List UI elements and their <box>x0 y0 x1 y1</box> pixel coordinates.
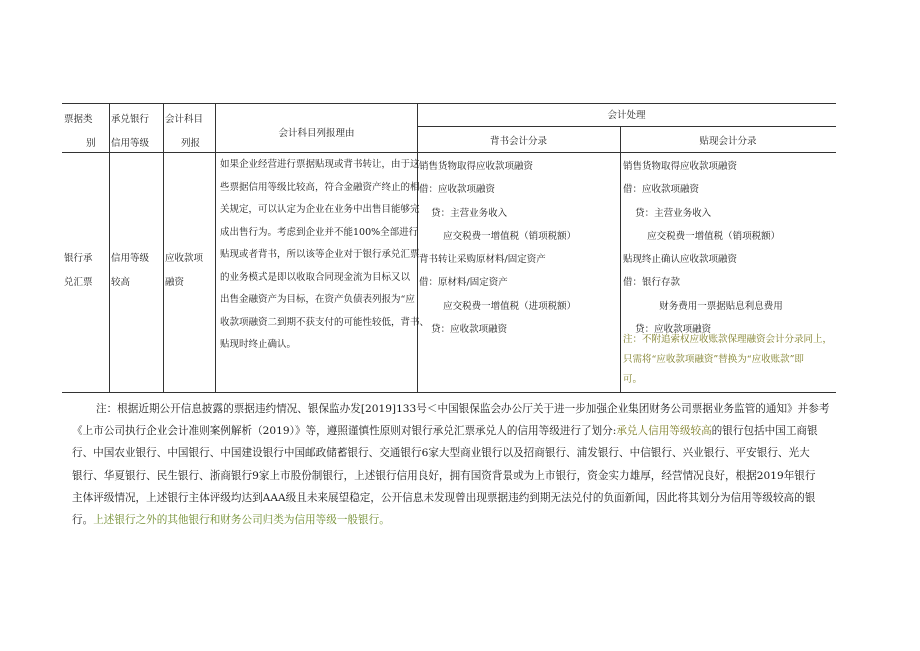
cell-subject: 应收款项 融资 <box>165 253 204 288</box>
col-divider-5 <box>620 126 621 392</box>
note-line-5: 主体评级情况，上述银行主体评级均达到AAA级且未来展望稳定，公开信息未发现曾出现票据违约到期无法兑付的负面新闻，因此将其划分为信用等级较高的银 <box>72 491 816 504</box>
header-accounting-treatment: 会计处理 <box>607 110 646 121</box>
cell-endorse-entries: 销售货物取得应收款项融资 借：应收款项融资 贷：主营业务收入 应交税费一增值税（销项税额） 背书转让采购原材料/固定资产 借：原材料/固定资产 应交税费一增值税（进项税额） 贷：应收款项融资 <box>419 161 577 336</box>
note-line-4: 银行、华夏银行、民生银行、浙商银行9家上市股份制银行，上述银行信用良好，拥有国资背景或为上市银行，资金实力雄厚，经营情况良好，根据2019年银行 <box>72 469 816 482</box>
cell-reason: 如果企业经营进行票据贴现或背书转让，由于这 些票据信用等级比较高，符合金融资产终止的相 关规定，可以认定为企业在业务中出售目能够完 成出售行为。考虑到企业并不能100%全部进行 贴现或者背书，所以该等企业对于银行承兑汇票 的业务模式是即以收取合同现金流为目标又以 出售金融资产为目标，在资产负债表列报为“应 收款项融资二到期不获支付的可能性较低，背书、 贴现时终止确认。 <box>220 159 430 350</box>
discount-note: 注：不附追索权应收账款保理融资会计分录同上， 只需将“应收款项融资”替换为“应收账款”即 可。 <box>623 334 833 385</box>
group-subheader-rule <box>417 126 836 127</box>
note-line-6: 行。上述银行之外的其他银行和财务公司归类为信用等级一般银行。 <box>72 513 390 526</box>
note-line-1: 注：根据近期公开信息披露的票据违约情况、银保监办发[2019]133号＜中国银保监会办公厅关于进一步加强企业集团财务公司票据业务监管的通知》并参考 <box>96 403 830 415</box>
header-endorse-entries: 背书会计分录 <box>489 136 547 147</box>
header-bill-type: 票据类 别 <box>64 114 96 149</box>
col-divider-3 <box>215 103 216 392</box>
col-divider-1 <box>109 103 110 392</box>
table-bottom-rule <box>62 392 836 393</box>
highlight-general-banks: 上述银行之外的其他银行和财务公司归类为信用等级一般银行。 <box>93 513 390 526</box>
col-divider-2 <box>163 103 164 392</box>
footnote-paragraph <box>72 398 842 531</box>
cell-rating: 信用等级 较高 <box>111 253 150 288</box>
cell-bill-type: 银行承 兑汇票 <box>64 253 93 288</box>
header-acceptor-rating: 承兑银行 信用等级 <box>111 114 150 149</box>
header-presentation-reason: 会计科目列报理由 <box>278 128 355 139</box>
note-line-3: 行、中国农业银行、中国银行、中国建设银行中国邮政储蓄银行、交通银行6家大型商业银行以及招商银行、浦发银行、中信银行、兴业银行、平安银行、光大 <box>72 447 810 460</box>
header-discount-entries: 贴现会计分录 <box>699 136 757 147</box>
highlight-high-rating: 承兑人信用等级较高 <box>616 425 712 438</box>
header-account-presentation: 会计科目 列报 <box>165 114 204 149</box>
note-line-2: 《上市公司执行企业会计准则案例解析（2019）》等，遵照谨慎性原则对银行承兑汇票承兑人的信用等级进行了划分:承兑人信用等级较高的银行包括中国工商银 <box>72 425 818 438</box>
table-top-rule <box>62 103 836 104</box>
cell-discount-entries: 销售货物取得应收款项融资 借：应收款项融资 贷：主营业务收入 应交税费一增值税（销项税额） 贴现终止确认应收款项融资 借：银行存款 财务费用一票据贴息利息费用 贷：应收款项融资 <box>623 161 783 336</box>
